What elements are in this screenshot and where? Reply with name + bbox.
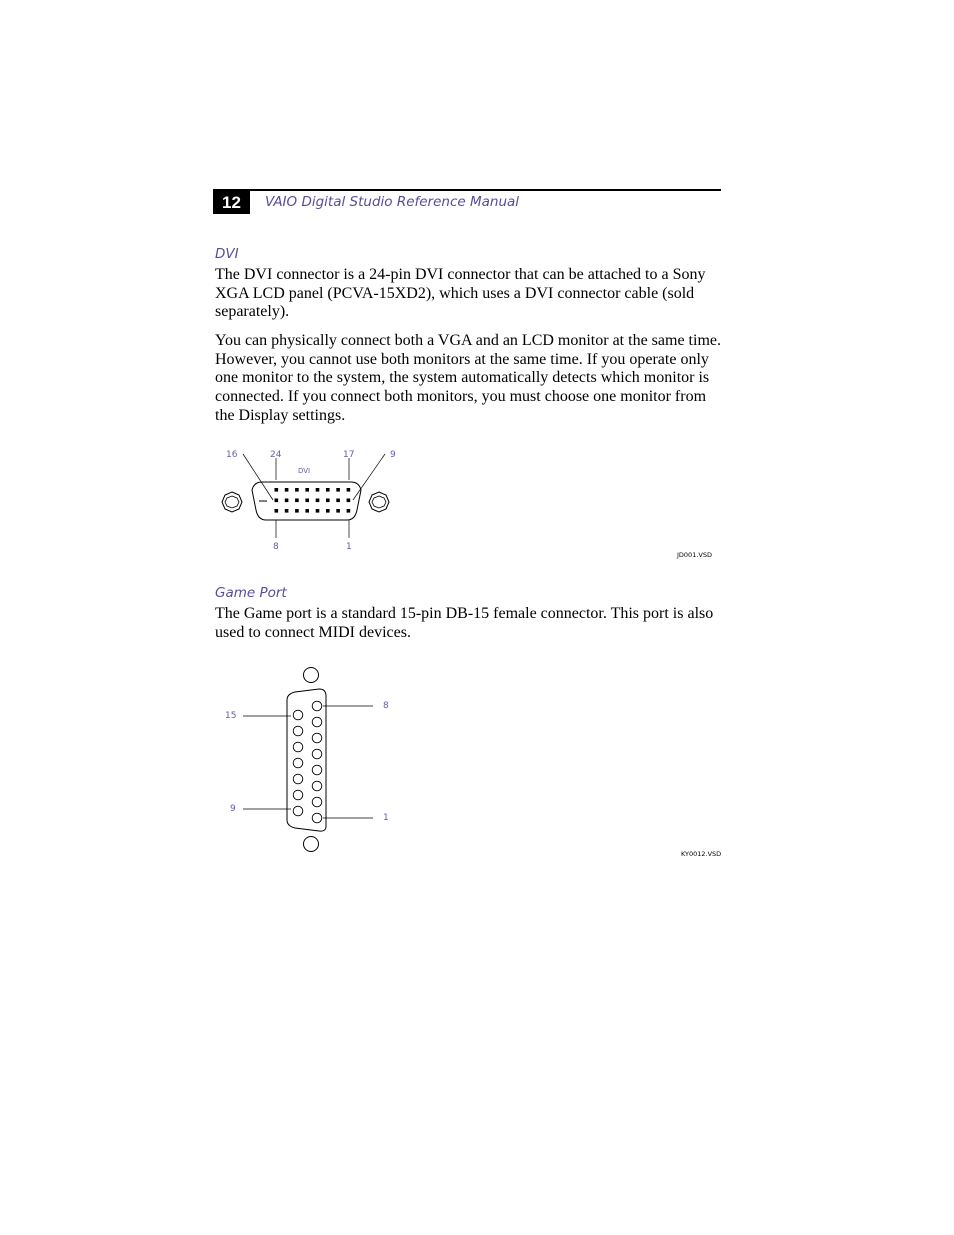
dvi-pin — [347, 488, 351, 492]
dvi-pin-label-8: 8 — [273, 542, 279, 552]
game-port-connector-shell — [287, 689, 326, 831]
dvi-pin — [316, 499, 320, 503]
game-pin-label-9: 9 — [230, 804, 236, 814]
dvi-right-screw — [369, 492, 389, 512]
game-pin-label-1: 1 — [383, 813, 389, 823]
dvi-pin-label-24: 24 — [270, 450, 282, 460]
game-port-pin — [293, 774, 303, 784]
dvi-pin — [316, 488, 320, 492]
game-port-figure-code: KY0012.VSD — [681, 850, 722, 858]
dvi-pin-label-1: 1 — [346, 542, 352, 552]
game-port-pin — [312, 781, 322, 791]
running-title: VAIO Digital Studio Reference Manual — [265, 194, 520, 210]
game-port-bottom-mount-hole — [304, 837, 319, 852]
game-port-connector-diagram — [215, 660, 725, 865]
dvi-pin — [316, 509, 320, 513]
dvi-pin — [275, 488, 279, 492]
game-port-pin — [312, 717, 322, 727]
dvi-pin-label-9: 9 — [390, 450, 396, 460]
dvi-pin — [336, 499, 340, 503]
dvi-heading: DVI — [215, 246, 239, 262]
game-port-pin — [293, 758, 303, 768]
game-pin-label-15: 15 — [225, 711, 237, 721]
dvi-pin — [295, 488, 299, 492]
dvi-pin — [305, 499, 309, 503]
dvi-pin — [285, 499, 289, 503]
game-port-pin — [312, 749, 322, 759]
game-port-heading: Game Port — [215, 585, 287, 601]
dvi-pin-label-17: 17 — [343, 450, 355, 460]
game-port-pin — [293, 806, 303, 816]
game-port-pin — [293, 790, 303, 800]
dvi-pin — [295, 509, 299, 513]
dvi-pin — [326, 509, 330, 513]
dvi-pin — [347, 499, 351, 503]
game-port-pin — [293, 726, 303, 736]
game-port-pin — [312, 765, 322, 775]
dvi-paragraph-1: The DVI connector is a 24-pin DVI connector that can be attached to a Sony XGA LCD panel (PCVA-15XD2), which uses a DVI connector cable (sold separately). — [215, 266, 706, 321]
dvi-pin-label-16: 16 — [226, 450, 238, 460]
game-pin-label-8: 8 — [383, 701, 389, 711]
game-port-pin-grid — [293, 701, 322, 823]
dvi-pin — [326, 488, 330, 492]
dvi-pin — [336, 488, 340, 492]
game-port-paragraph: The Game port is a standard 15-pin DB-15 female connector. This port is also used to connect MIDI devices. — [215, 605, 714, 641]
dvi-pin-grid — [275, 488, 351, 513]
dvi-pin — [275, 509, 279, 513]
game-port-pin — [312, 813, 322, 823]
dvi-pin — [305, 488, 309, 492]
dvi-pin — [295, 499, 299, 503]
dvi-pin — [336, 509, 340, 513]
game-port-pin — [293, 710, 303, 720]
game-port-pin — [293, 742, 303, 752]
dvi-pin — [326, 499, 330, 503]
dvi-figure-code: JD001.VSD — [677, 551, 712, 559]
game-port-top-mount-hole — [304, 668, 319, 683]
page-number: 12 — [213, 189, 250, 214]
dvi-connector-label: DVI — [298, 467, 311, 475]
game-port-pin — [312, 797, 322, 807]
dvi-pin — [285, 488, 289, 492]
dvi-paragraph-2: You can physically connect both a VGA and an LCD monitor at the same time. However, you cannot use both monitors at the same time. If you operate only one monitor to the system, the system automatically detects which monitor is connected. If you connect both monitors, you must choose one monitor from the Display settings. — [215, 332, 721, 424]
header-rule — [213, 189, 721, 191]
dvi-connector-diagram — [215, 440, 715, 565]
dvi-pin — [347, 509, 351, 513]
dvi-pin — [275, 499, 279, 503]
dvi-left-screw — [222, 492, 242, 512]
game-port-pin — [312, 733, 322, 743]
game-port-pin — [312, 701, 322, 711]
dvi-pin — [285, 509, 289, 513]
dvi-pin — [305, 509, 309, 513]
